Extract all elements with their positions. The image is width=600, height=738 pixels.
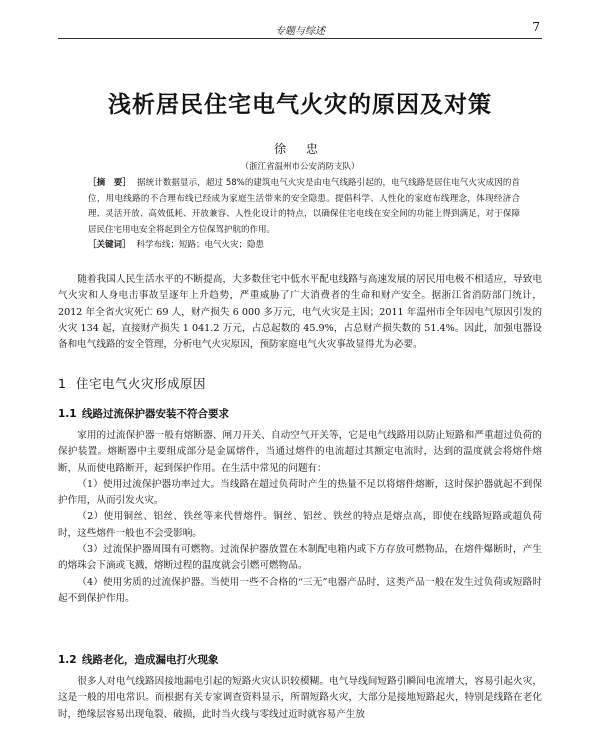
subsection-title: 线路过流保护器安装不符合要求 (82, 408, 229, 420)
subsection-heading-1-1 (58, 406, 229, 421)
section-heading-1 (58, 374, 206, 392)
abstract-block (88, 176, 520, 254)
running-header (58, 20, 542, 39)
paragraph: （1）使用过流保护器功率过大。当线路在超过负荷时产生的热量不足以将熔件熔断，这时保护器就起不到保护作用，从而引发火灾。 (58, 478, 542, 507)
author-name: 徐 忠 (274, 142, 326, 156)
keywords (88, 238, 520, 254)
subsection-title: 线路老化，造成漏电打火现象 (82, 654, 219, 666)
intro-section (58, 272, 542, 353)
intro-paragraph: 随着我国人民生活水平的不断提高，大多数住宅中低水平配电线路与高速发展的居民用电极不相适应，导致电气火灾和人身电击事故呈逐年上升趋势，严重威胁了广大消费者的生命和财产安全。据浙江省消防部门统计，2012 年全省火灾死亡 69 人，财产损失 6 000 多万元，电气火灾是主因；2011 年温州市全年因电气原因引发的火灾 134 起，直接财产损失 1 041.2 万元，占总起数的 45.9%，占总财产损失数的 51.4%。因此，加强电器设备和电气线路的安全管理，分析电气火灾原因，预防家庭电气火灾事故显得尤为必要。 (58, 274, 542, 351)
section-number: 1 (58, 376, 67, 391)
subsection-1-1-body (58, 428, 542, 607)
paragraph: （2）使用铜丝、铝丝、铁丝等来代替熔件。铜丝、铝丝、铁丝的特点是熔点高，即使在线路短路或超负荷时，这些熔件一般也不会受影响。 (58, 511, 542, 539)
paragraph: 家用的过流保护器一般有熔断器、闸刀开关、自动空气开关等，它是电气线路用以防止短路和严重超过负荷的保护装置。熔断器中主要组成部分是金属熔件，当通过熔件的电流超过其额定电流时，达到的温度就会将熔件熔断，从而使电路断开，起到保护作用。在生活中常见的问题有： (58, 430, 542, 474)
journal-name: 专题与综述 (275, 26, 325, 37)
subsection-heading-1-2 (58, 652, 219, 667)
page-number: 7 (532, 20, 540, 34)
subsection-1-2-body (58, 674, 542, 723)
article-title: 浅析居民住宅电气火灾的原因及对策 (108, 91, 492, 118)
paragraph: （4）使用劣质的过流保护器。当使用一些不合格的“三无”电器产品时，这类产品一般在发生过负荷或短路时起不到保护作用。 (58, 576, 542, 604)
abstract-label: ［摘 要］ (88, 178, 132, 188)
subsection-number: 1.1 (58, 408, 77, 420)
subsection-number: 1.2 (58, 654, 77, 666)
abstract-text: 据统计数据显示，超过 58%的建筑电气火灾是由电气线路引起的，电气线路是居住电气火灾成因的首位，用电线路的不合理布线已经成为家庭生活带来的安全隐患。提倡科学、人性化的家庭布线理念，体现经济合理、灵活开放、高效低耗、开放兼容、人性化设计的特点，以确保住宅电线在安全间的功能上得到满足，对于保障居民住宅用电安全将起到全方位保驾护航的作用。 (88, 178, 520, 235)
keywords-label: ［关键词］ (88, 240, 131, 250)
abstract (88, 176, 520, 238)
author-affiliation: （浙江省温州市公安消防支队） (240, 162, 360, 172)
paragraph: 很多人对电气线路因接地漏电引起的短路火灾认识较模糊。电气导线间短路引瞬间电流增大，容易引起火灾，这是一般的用电常识。而根据有关专家调查资料显示，所谓短路火灾，大部分是接地短路起火，特别是线路在老化时，绝缘层容易出现龟裂、破损，此时当火线与零线过近时就容易产生放 (58, 676, 542, 720)
paragraph: （3）过流保护器周围有可燃物。过流保护器放置在木制配电箱内或下方存放可燃物品，在熔件爆断时，产生的熔珠会下滴或飞溅，熔断过程的温度就会引燃可燃物品。 (58, 544, 542, 572)
keywords-text: 科学布线；短路；电气火灾；隐患 (136, 240, 265, 250)
section-title: 住宅电气火灾形成原因 (76, 376, 207, 391)
